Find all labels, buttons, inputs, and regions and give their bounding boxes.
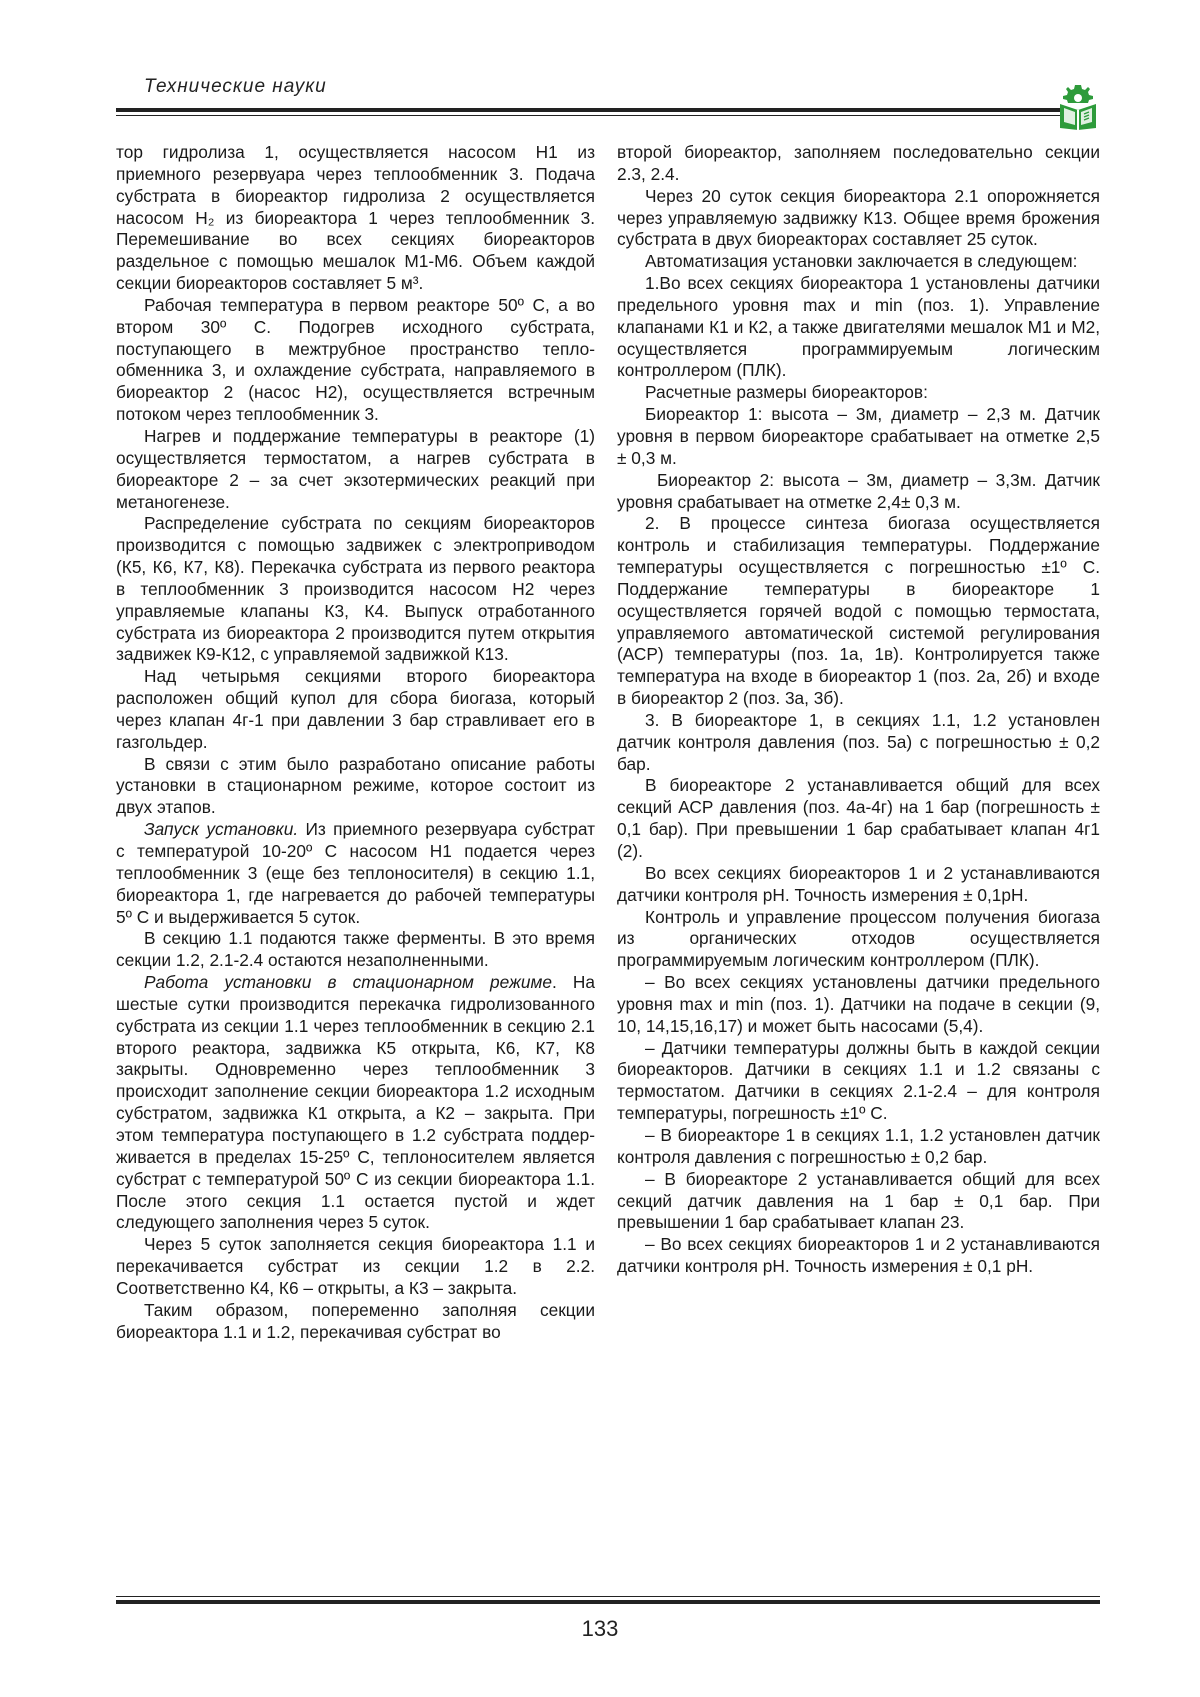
paragraph: – В биореакторе 1 в секциях 1.1, 1.2 установлен датчик контроля давления с погрешностью ± 0,2 бар. [617, 1124, 1100, 1167]
paragraph: Нагрев и поддержание температуры в реакторе (1) осуществляется термостатом, а нагрев субстрата в биореакторе 2 – за счет экзотермических реакций при метаногенезе. [116, 425, 595, 512]
paragraph: Над четырьмя секциями второго биореактора расположен общий купол для сбора биогаза, который через клапан 4г-1 при давлении 3 бар стравливает его в газгольдер. [116, 666, 595, 752]
footer-rule [116, 1600, 1100, 1604]
paragraph: второй биореактор, заполняем последовательно секции 2.3, 2.4. [617, 142, 1100, 184]
running-header-title: Технические науки [144, 76, 327, 97]
startup-text: Из приемного резервуара субстрат с температурой 10-20º С насосом Н1 подается через теплообменник 3 (еще без теплоносителя) в секцию 1.1, биореактора 1, где нагревается до рабочей температуры 5º С и выдерживается 5 суток. [116, 819, 595, 927]
paragraph: Через 20 суток секция биореактора 2.1 опорожняется через управляемую задвижку К13. Общее время брожения субстрата в двух биореакторах составляет 25 суток. [617, 185, 1100, 250]
paragraph: Через 5 суток заполняется секция биореактора 1.1 и перекачивается субстрат из секции 1.2 в 2.2. Соответственно К4, К6 – открыты, а К3 – закрыта. [116, 1234, 595, 1298]
book-gear-logo-icon [1058, 84, 1098, 130]
paragraph: Рабочая температура в первом реакторе 50º С, а во втором 30º С. Подогрев исходного субстрата, поступающего в межтрубное пространство теплообменника 3, и охлаждение субстрата, направляемого в биореактор 2 (насос Н2), осуществляется встречным потоком через теплообменник 3. [116, 294, 595, 425]
paragraph: В связи с этим было разработано описание работы установки в стационарном режиме, которое состоит из двух этапов. [116, 753, 595, 818]
paragraph: Распределение субстрата по секциям биореакторов производится с помощью задвижек с электроприводом (К5, К6, К7, К8). Перекачка субстрата из первого реактора в теплообменник 3 производится насосом Н2 через управляемые клапаны К3, К4. Выпуск отработанного субстрата из биореактора 2 производится путем открытия задвижек К9-К12, с управляемой задвижкой К13. [116, 513, 595, 665]
paragraph: 3. В биореакторе 1, в секциях 1.1, 1.2 установлен датчик контроля давления (поз. 5а) с погрешностью ± 0,2 бар. [617, 709, 1100, 774]
paragraph: Биореактор 2: высота – 3м, диаметр – 3,3м. Датчик уровня срабатывает на отметке 2,4± 0,3 м. [617, 469, 1100, 512]
paragraph: – Датчики температуры должны быть в каждой секции биореакторов. Датчики в секциях 1.1 и 1.2 связаны с термостатом. Датчики в секциях 2.1-2.4 – для контроля температуры, погрешность ±1º С. [617, 1037, 1100, 1124]
steady-state-text: . На шестые сутки производится перекачка гидролизованного субстрата из секции 1.1 через теплообменник в секцию 2.1 второго реактора, задвижка К5 открыта, К6, К7, К8 закрыты. Одновременно через теплообменник 3 происходит заполнение секции биореактора 1.2 исходным субстратом, задвижка К1 открыта, а К2 – закрыта. При этом температура поступающего в 1.2 субстрата поддерживается в пределах 15-25º С, теплоносителем является субстрат с температурой 50º С из секции биореактора 1.1. После этого секция 1.1 остается пустой и ждет следующего заполнения через 5 суток. [116, 972, 595, 1233]
paragraph: 2. В процессе синтеза биогаза осуществляется контроль и стабилизация температуры. Поддержание температуры осуществляется с погрешностью ±1º С. Поддержание температуры в биореакторе 1 осуществляется горячей водой с помощью термостата, управляемого автоматической системой регулирования (АСР) температуры (поз. 1а, 1в). Контролируется также температура на входе в биореактор 1 (поз. 2а, 2б) и входе в биореактор 2 (поз. 3а, 3б). [617, 513, 1100, 709]
paragraph-steady-state [116, 972, 595, 1234]
paragraph: Биореактор 1: высота – 3м, диаметр – 2,3 м. Датчик уровня в первом биореакторе срабатывает на отметке 2,5 ± 0,3 м. [617, 404, 1100, 468]
page-number: 133 [581, 1616, 619, 1641]
header-rule-thin [116, 115, 1060, 116]
right-text-column [617, 142, 1100, 1278]
paragraph: Таким образом, попеременно заполняя секции биореактора 1.1 и 1.2, перекачивая субстрат во [116, 1299, 595, 1342]
steady-state-heading: Работа установки в стационарном режиме [144, 972, 552, 993]
paragraph: Контроль и управление процессом получения биогаза из органических отходов осуществляется программируемым логическим контроллером (ПЛК). [617, 906, 1100, 971]
paragraph: – Во всех секциях биореакторов 1 и 2 устанавливаются датчики контроля pH. Точность измерения ± 0,1 pH. [617, 1234, 1100, 1277]
paragraph: В биореакторе 2 устанавливается общий для всех секций АСР давления (поз. 4а-4г) на 1 бар (погрешность ± 0,1 бар). При превышении 1 бар срабатывает клапан 4г1 (2). [617, 775, 1100, 861]
paragraph: – Во всех секциях установлены датчики предельного уровня max и min (поз. 1). Датчики на подаче в секции (9, 10, 14,15,16,17) и может быть насосами (5,4). [617, 972, 1100, 1036]
paragraph: – В биореакторе 2 устанавливается общий для всех секций датчик давления на 1 бар ± 0,1 бар. При превышении 1 бар срабатывает клапан 23. [617, 1168, 1100, 1233]
paragraph: тор гидролиза 1, осуществляется насосом Н1 из приемного резервуара через теплообменник 3. Подача субстрата в биореактор гидролиза 2 осуществляется насосом Н₂ из биореактора 1 через теплообменник 3. Перемешивание во всех секциях биореакторов раздельное с помощью мешалок М1-М6. Объем каждой секции биореакторов составляет 5 м³. [116, 142, 595, 294]
footer-rule-thin [116, 1596, 1100, 1597]
header-rule [116, 108, 1060, 112]
paragraph: Во всех секциях биореакторов 1 и 2 устанавливаются датчики контроля pH. Точность измерения ± 0,1pH. [617, 862, 1100, 905]
paragraph: 1.Во всех секциях биореактора 1 установлены датчики предельного уровня max и min (поз. 1). Управление клапанами К1 и К2, а также двигателями мешалок М1 и М2, осуществляется программируемым логическим контроллером (ПЛК). [617, 273, 1100, 381]
paragraph: Автоматизация установки заключается в следующем: [645, 251, 1078, 272]
startup-heading: Запуск установки. [144, 819, 299, 840]
left-text-column [116, 142, 595, 1343]
paragraph: В секцию 1.1 подаются также ферменты. В это время секции 1.2, 2.1-2.4 остаются незаполненными. [116, 928, 595, 971]
paragraph: Расчетные размеры биореакторов: [645, 382, 928, 403]
paragraph-startup [116, 819, 595, 928]
